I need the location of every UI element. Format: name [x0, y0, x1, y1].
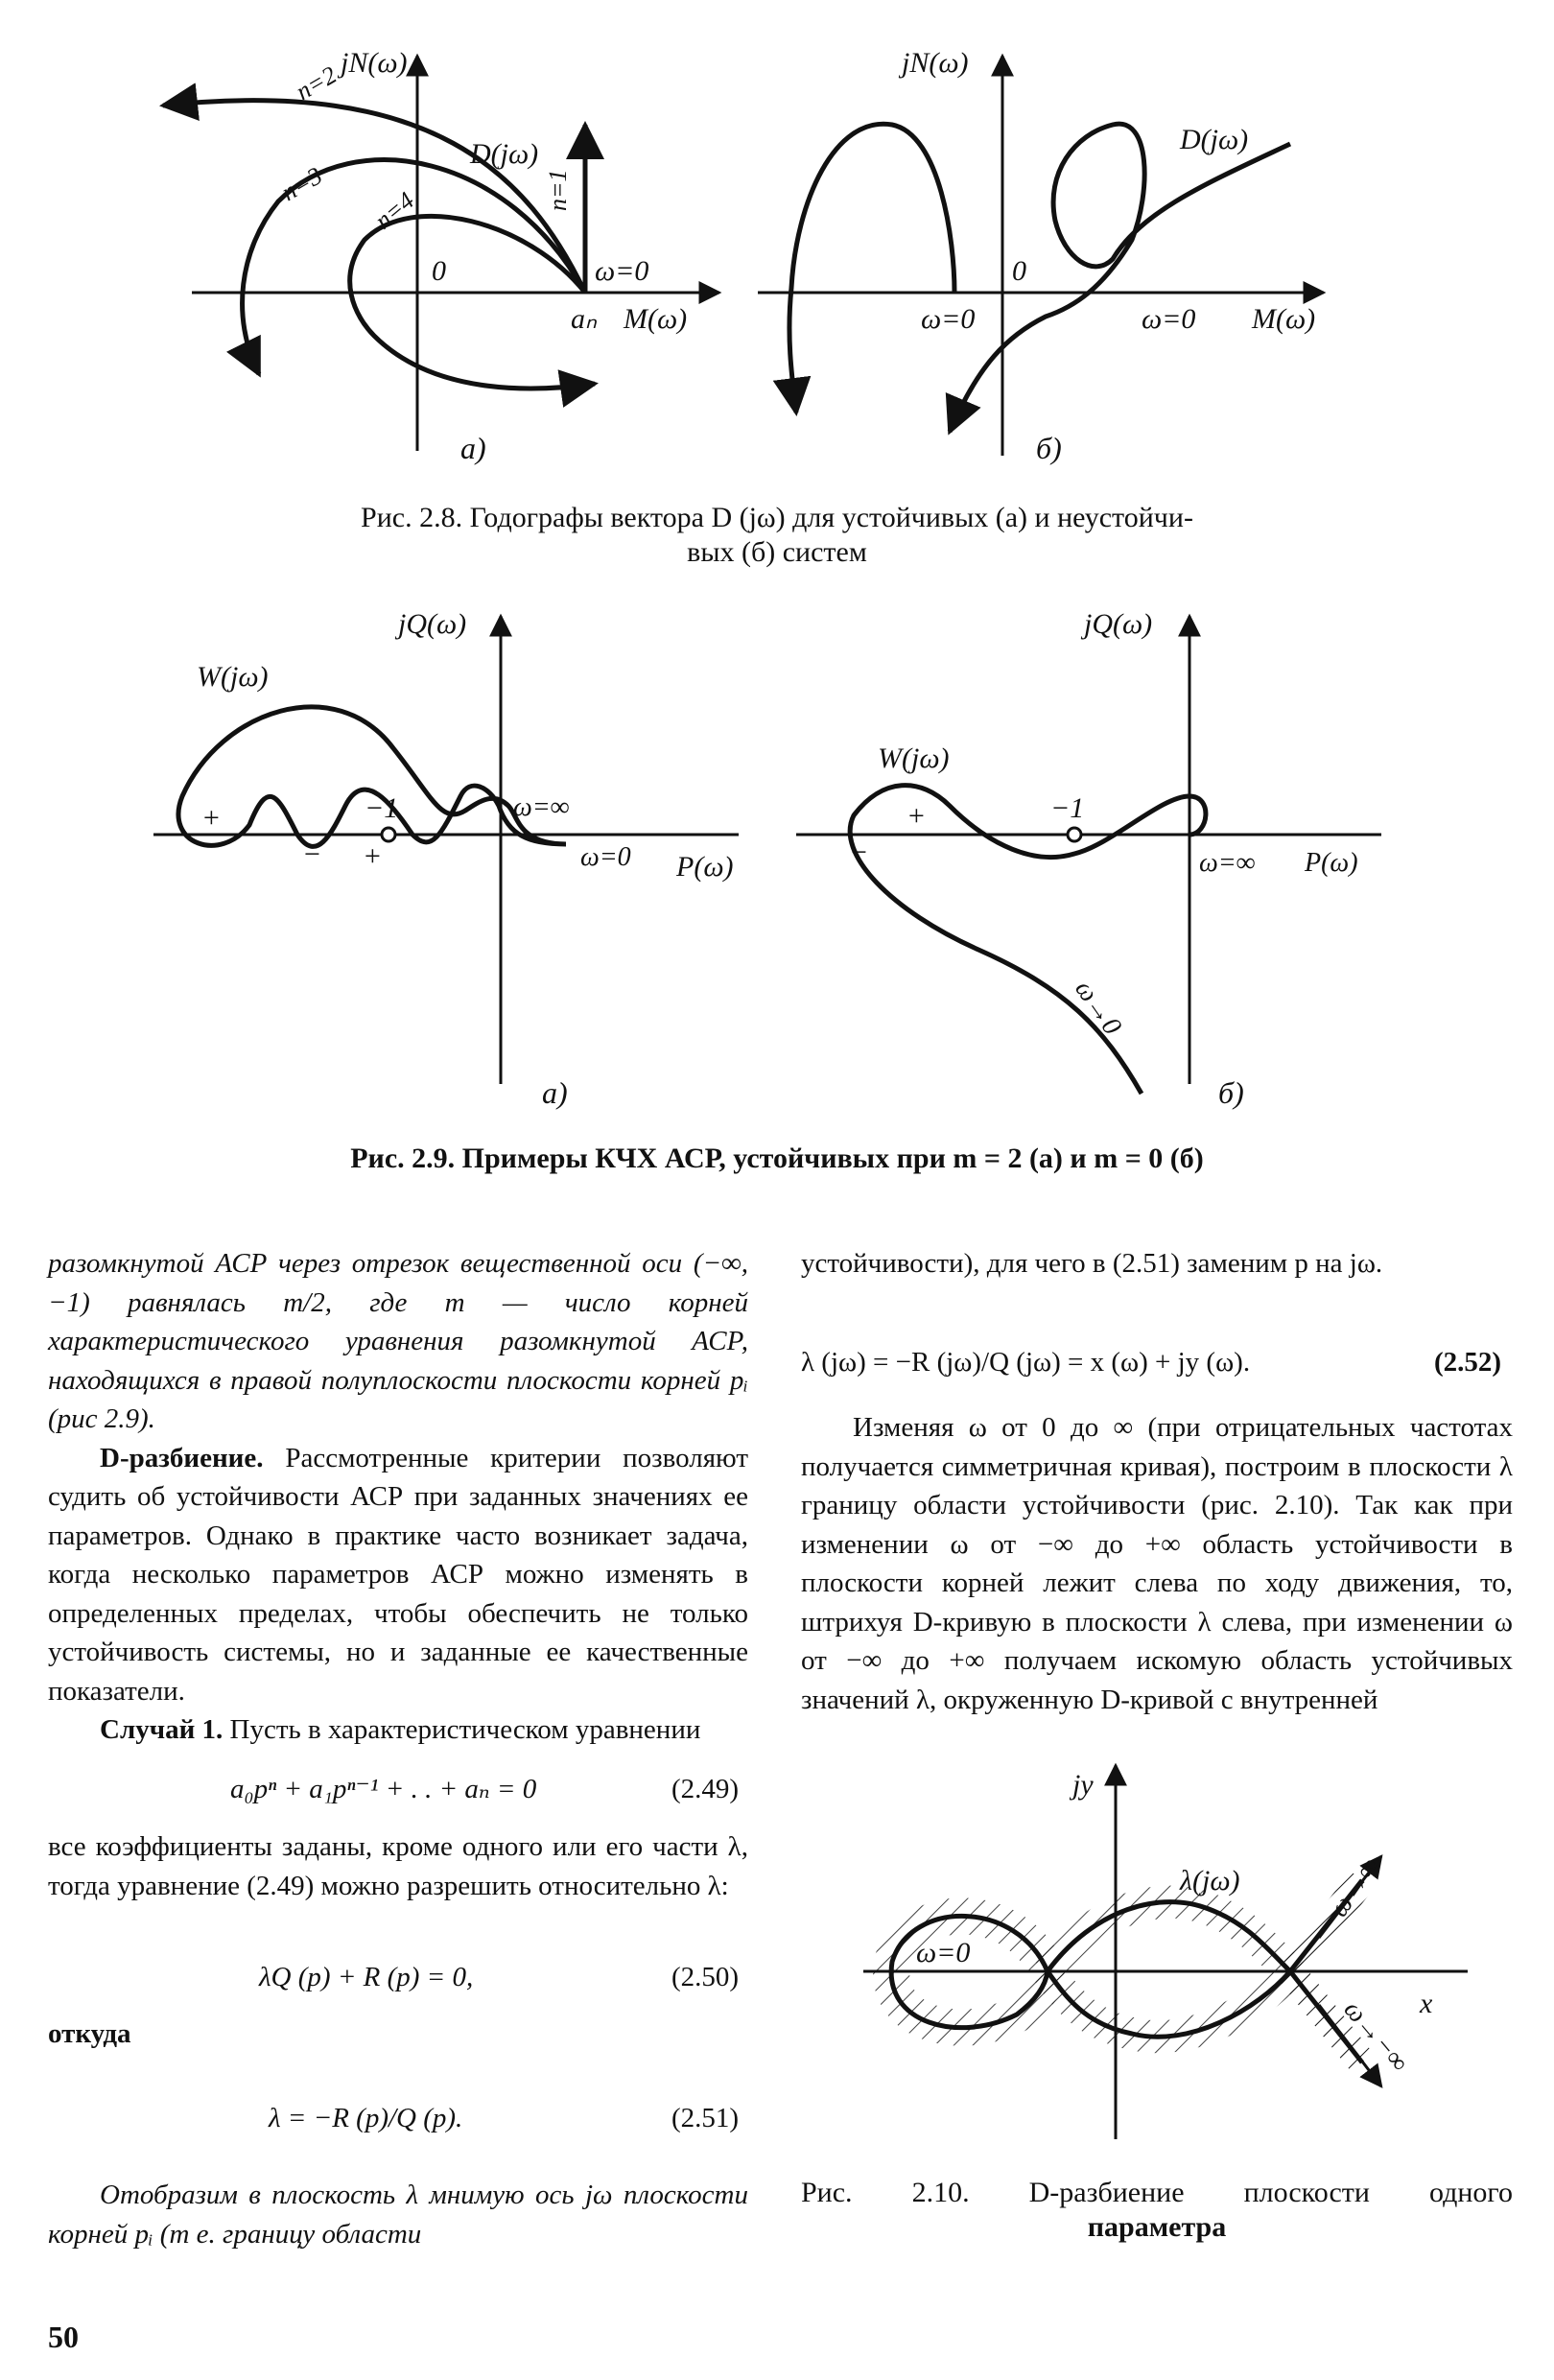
- case-heading: Случай 1.: [100, 1714, 224, 1745]
- curve-label: W(jω): [197, 661, 269, 693]
- caption-line-2: вых (б) систем: [687, 536, 867, 568]
- equation-2-51-number: (2.51): [671, 2103, 740, 2133]
- curve-label: D(jω): [1180, 124, 1249, 155]
- curve-left-lobe: [789, 124, 954, 412]
- omega0-label: ω=0: [580, 842, 631, 872]
- caption-line-1: Рис. 2.10. D-разбиение плоскости одного: [801, 2177, 1513, 2208]
- left-paragraph-1: разомкнутой АСР через отрезок вещественной оси (−∞, −1) равнялась m/2, где m — число корней характеристического уравнения разомкнутой АСР, находящихся в правой полуплоскости плоскости корней pᵢ (рис 2.9).: [48, 1248, 748, 1434]
- section-heading: D-разбиение.: [100, 1442, 264, 1473]
- left-paragraph-4: все коэффициенты заданы, кроме одного или его части λ, тогда уравнение (2.49) можно разрешить относительно λ:: [48, 1831, 748, 1901]
- plus-label: +: [906, 800, 927, 832]
- figure-2-9a: [144, 604, 748, 1113]
- critical-point: [1068, 828, 1081, 841]
- equation-2-49: a₀pⁿ + a₁pⁿ⁻¹ + . . + aₙ = 0: [230, 1774, 537, 1804]
- figure-2-8a: [144, 29, 739, 470]
- omega0-right-label: ω=0: [1142, 303, 1196, 335]
- left-paragraph-6: Отобразим в плоскость λ мнимую ось jω плоскости корней pᵢ (т е. границу области: [48, 2180, 748, 2250]
- figure-2-10: [844, 1756, 1516, 2158]
- figure-2-8-caption: [153, 501, 1401, 570]
- omega-neg-label: ω→−∞: [1337, 1994, 1415, 2078]
- left-paragraph-5: откуда: [48, 2018, 131, 2049]
- y-axis-label: jN(ω): [341, 47, 408, 79]
- nyquist-curve: [850, 786, 1206, 1094]
- omega-inf-label: ω=∞: [1199, 848, 1256, 878]
- y-axis-label: jQ(ω): [398, 608, 467, 640]
- origin-label: 0: [1012, 255, 1026, 287]
- n3-label: n=3: [276, 161, 327, 207]
- critical-point: [382, 828, 395, 841]
- page-number: 50: [48, 2320, 79, 2354]
- left-paragraph-3-text: Пусть в характеристическом уравнении: [229, 1714, 701, 1745]
- nyquist-curve: [178, 707, 566, 846]
- plus-right-label: +: [363, 840, 383, 872]
- figure-2-8b: [758, 29, 1353, 470]
- curve-label: λ(jω): [1180, 1865, 1240, 1897]
- curve-n2: [163, 101, 585, 293]
- y-axis-label: jy: [1072, 1769, 1094, 1801]
- caption-line-1: Рис. 2.8. Годографы вектора D (jω) для устойчивых (а) и неустойчи-: [361, 502, 1193, 533]
- minus-label: −: [302, 838, 322, 870]
- y-axis-label: jQ(ω): [1084, 608, 1153, 640]
- equation-2-50-number: (2.50): [671, 1962, 740, 1992]
- omega-inf-label: ω=∞: [513, 792, 570, 822]
- omega0-left-label: ω=0: [921, 303, 976, 335]
- x-axis-label: P(ω): [1305, 848, 1358, 878]
- equation-2-52: λ (jω) = −R (jω)/Q (jω) = x (ω) + jy (ω).: [801, 1347, 1251, 1378]
- n1-label: n=1: [544, 169, 572, 211]
- left-paragraph-2-text: Рассмотренные критерии позволяют судить об устойчивости АСР при заданных значениях ее параметров. Однако в практике часто возникает задача, когда несколько параметров АСР можно изменять в определенных пределах, чтобы обеспечить не только устойчивость системы, но и заданные ее качественные показатели.: [48, 1442, 748, 1707]
- panel-label: а): [460, 431, 486, 465]
- an-label: aₙ: [571, 303, 597, 335]
- plus-left-label: +: [201, 802, 222, 834]
- curve-label: D(jω): [470, 138, 539, 170]
- right-paragraph-2: Изменяя ω от 0 до ∞ (при отрицательных частотах получается симметричная кривая), построим в плоскости λ границу области устойчивости (рис. 2.10). Так как при изменении ω от −∞ до +∞ область устойчивости в плоскости корней лежит слева по ходу движения, то, штрихуя D-кривую в плоскости λ слева, при изменении ω от −∞ до +∞ получаем искомую область устойчивых значений λ, окруженную D-кривой с внутренней: [801, 1412, 1513, 1715]
- equation-2-51: λ = −R (p)/Q (p).: [269, 2103, 463, 2133]
- figure-2-9b: [787, 604, 1391, 1113]
- equation-2-50: λQ (p) + R (p) = 0,: [259, 1962, 474, 1992]
- curve-label: W(jω): [878, 742, 950, 774]
- figure-2-10-caption: [801, 2176, 1513, 2245]
- n4-label: n=4: [369, 186, 420, 235]
- panel-label: а): [542, 1075, 568, 1110]
- x-axis-label: M(ω): [624, 303, 688, 335]
- equation-2-52-number: (2.52): [1434, 1347, 1502, 1378]
- hatching-right: [1048, 1902, 1290, 2038]
- equation-2-49-number: (2.49): [671, 1774, 740, 1804]
- x-axis-label: M(ω): [1252, 303, 1316, 335]
- right-paragraph-1: устойчивости), для чего в (2.51) заменим p на jω.: [801, 1248, 1383, 1279]
- left-paragraph-3: [48, 1710, 748, 1750]
- omega-arrow-label: ω→0: [1069, 975, 1128, 1041]
- x-axis-label: P(ω): [676, 851, 734, 883]
- y-axis-label: jN(ω): [902, 47, 969, 79]
- left-paragraph-2: [48, 1439, 748, 1711]
- curve-right: [950, 124, 1290, 432]
- caption-line-2: параметра: [1087, 2211, 1227, 2243]
- panel-label: б): [1218, 1075, 1244, 1110]
- omega0-label: ω=0: [595, 255, 649, 287]
- minus-one-label: −1: [365, 792, 399, 824]
- figure-2-9-caption: Рис. 2.9. Примеры КЧХ АСР, устойчивых при m = 2 (а) и m = 0 (б): [350, 1143, 1204, 1174]
- origin-label: 0: [432, 255, 446, 287]
- left-column: [48, 1244, 748, 1750]
- omega-pos-label: ω→∞: [1324, 1851, 1386, 1923]
- minus-one-label: −1: [1050, 792, 1085, 824]
- omega0-label: ω=0: [916, 1937, 971, 1968]
- minus-label: −: [849, 837, 869, 868]
- x-axis-label: x: [1420, 1988, 1433, 2019]
- n2-label: n=2: [291, 60, 341, 106]
- panel-label: б): [1036, 431, 1062, 465]
